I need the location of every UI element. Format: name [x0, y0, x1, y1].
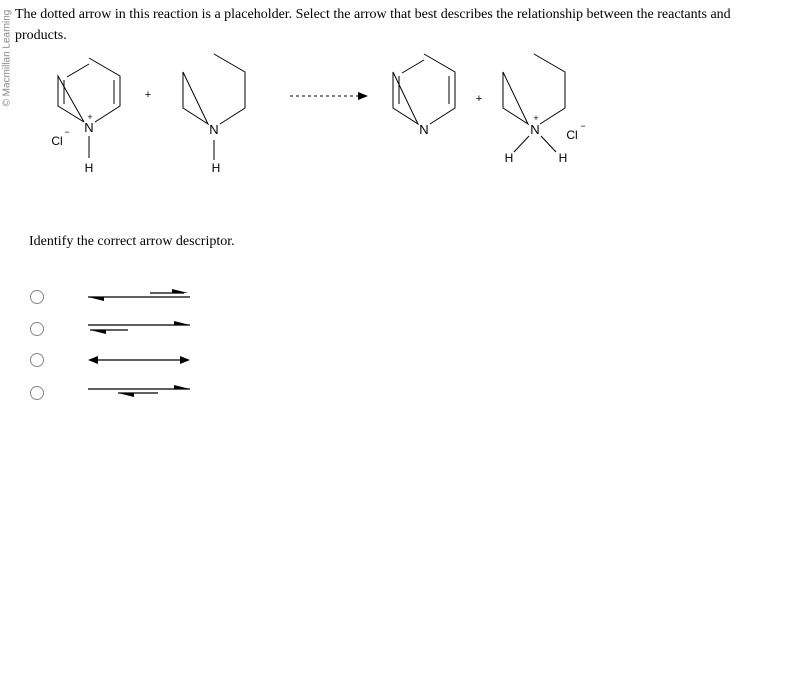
- chloride-2: Cl: [566, 128, 578, 142]
- pyridine-ring: [393, 54, 455, 124]
- watermark: © Macmillan Learning: [1, 9, 13, 107]
- pyridinium-h: H: [84, 161, 94, 175]
- pyridinium-charge: +: [87, 112, 93, 122]
- plus-sign-1: +: [144, 89, 152, 101]
- arrow-equilibrium-icon: [88, 383, 198, 405]
- piperidinium-charge: +: [533, 113, 539, 123]
- placeholder-arrow: [290, 92, 368, 100]
- pyridinium-ring: [58, 58, 120, 158]
- pyridinium-n: N: [84, 120, 94, 135]
- arrow-unequal-forward-icon: [88, 319, 198, 341]
- chloride-1: Cl: [51, 134, 63, 148]
- piperidinium-h-right: H: [558, 151, 568, 165]
- piperidinium-n: N: [530, 122, 540, 137]
- piperidine-h: H: [211, 161, 221, 175]
- pyridine-n: N: [419, 122, 429, 137]
- option-a[interactable]: [30, 287, 210, 309]
- chloride-2-charge: −: [580, 121, 586, 131]
- piperidinium-h-left: H: [504, 151, 514, 165]
- radio-option-d[interactable]: [30, 386, 44, 400]
- piperidinium-ring: [503, 54, 565, 152]
- question-text: The dotted arrow in this reaction is a placeholder. Select the arrow that best describes the relationship between the reactants and products.: [15, 7, 731, 43]
- chloride-1-charge: −: [64, 127, 70, 137]
- arrow-unequal-reverse-icon: [88, 287, 198, 309]
- piperidine-n: N: [209, 122, 219, 137]
- plus-sign-2: +: [475, 93, 483, 105]
- option-b[interactable]: [30, 319, 210, 341]
- reaction-scheme: [0, 0, 785, 200]
- arrow-resonance-icon: [88, 350, 198, 372]
- radio-option-b[interactable]: [30, 322, 44, 336]
- option-c[interactable]: [30, 350, 210, 372]
- radio-option-c[interactable]: [30, 353, 44, 367]
- radio-option-a[interactable]: [30, 290, 44, 304]
- option-d[interactable]: [30, 383, 210, 405]
- piperidine-ring: [183, 54, 245, 160]
- prompt-text: Identify the correct arrow descriptor.: [29, 234, 235, 249]
